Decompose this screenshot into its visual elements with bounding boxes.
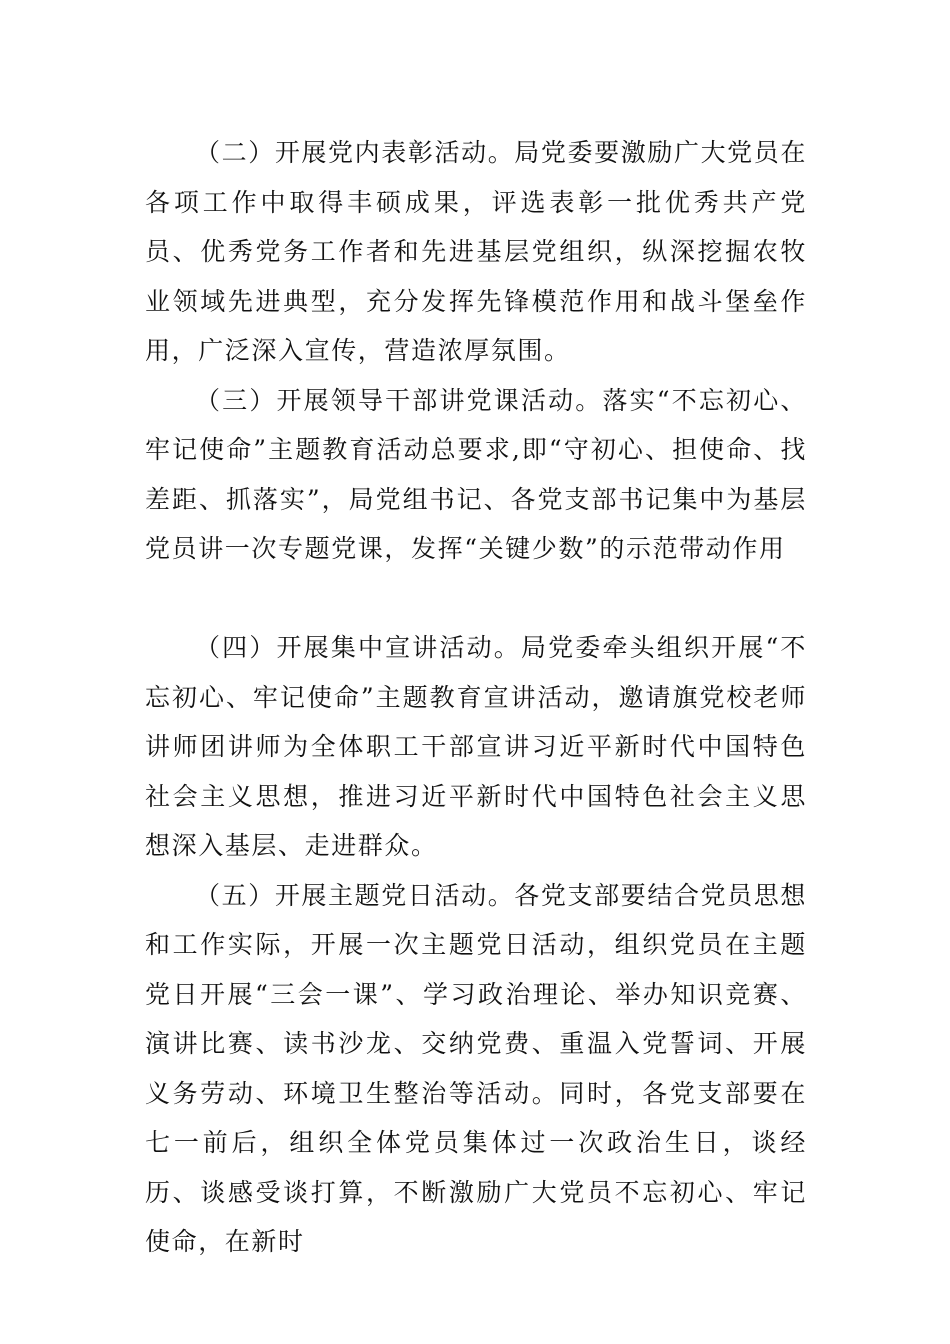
- document-body: [145, 128, 807, 1267]
- paragraph-gap: [145, 574, 807, 624]
- paragraph-commendation: （二）开展党内表彰活动。局党委要激励广大党员在各项工作中取得丰硕成果，评选表彰一批优秀共产党员、优秀党务工作者和先进基层党组织，纵深挖掘农牧业领域先进典型，充分发挥先锋模范作用和战斗堡垒作用，广泛深入宣传，营造浓厚氛围。: [145, 138, 807, 365]
- paragraph-centralized-lecture: （四）开展集中宣讲活动。局党委牵头组织开展“不忘初心、牢记使命”主题教育宣讲活动，邀请旗党校老师讲师团讲师为全体职工干部宣讲习近平新时代中国特色社会主义思想，推进习近平新时代中国特色社会主义思想深入基层、走进群众。: [145, 633, 807, 860]
- paragraph-theme-party-day: （五）开展主题党日活动。各党支部要结合党员思想和工作实际，开展一次主题党日活动，组织党员在主题党日开展“三会一课”、学习政治理论、举办知识竞赛、演讲比赛、读书沙龙、交纳党费、重温入党誓词、开展义务劳动、环境卫生整治等活动。同时，各党支部要在七一前后，组织全体党员集体过一次政治生日，谈经历、谈感受谈打算，不断激励广大党员不忘初心、牢记使命，在新时: [145, 880, 807, 1256]
- paragraph-party-lecture: （三）开展领导干部讲党课活动。落实“不忘初心、牢记使命”主题教育活动总要求,即“守初心、担使命、找差距、抓落实”，局党组书记、各党支部书记集中为基层党员讲一次专题党课，发挥“关键少数”的示范带动作用: [145, 385, 807, 563]
